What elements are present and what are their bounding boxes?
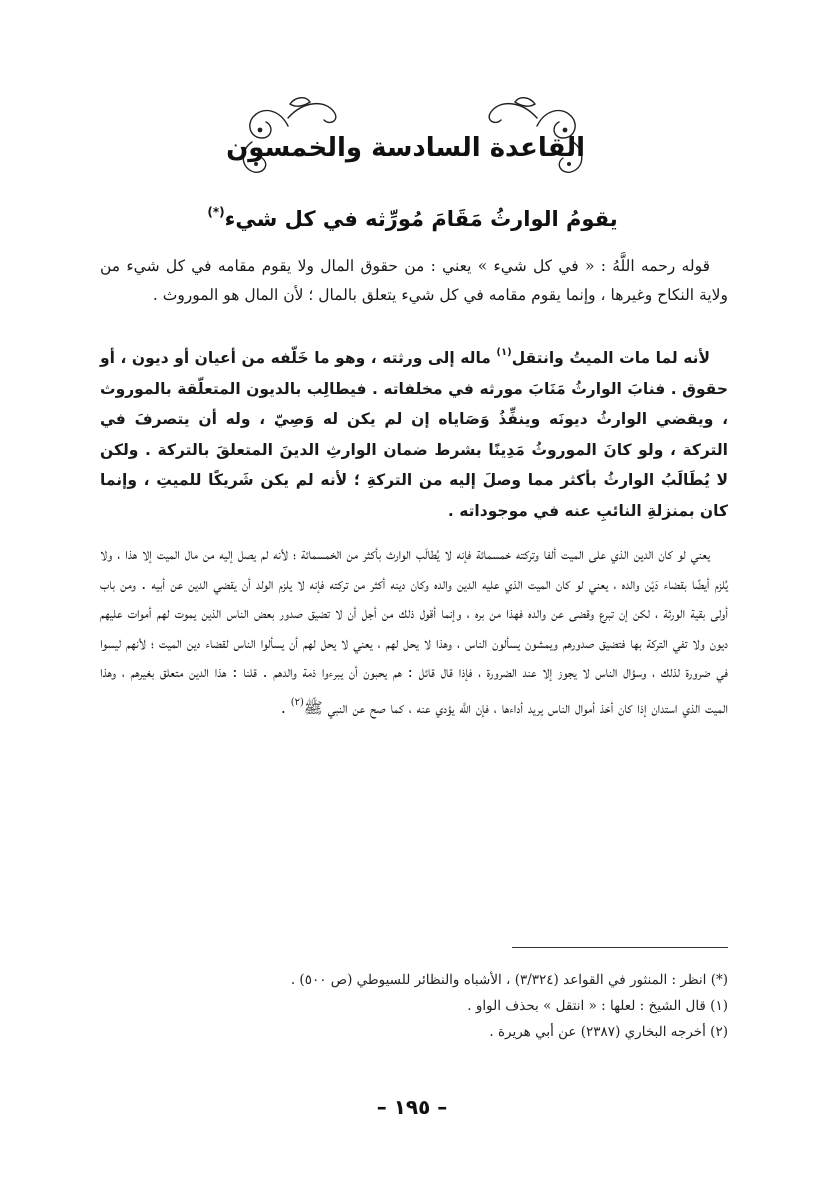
footnote-ref-2: (٢) [290,696,304,708]
footnote-2: (٢) أخرجه البخاري (٢٣٨٧) عن أبي هريرة . [489,1024,728,1040]
subtitle-text: يقومُ الوارثُ مَقَامَ مُورِّثه في كل شيء [224,207,618,231]
footnote-source: (*) انظر : المنثور في القواعد (٣/٣٢٤) ، الأشباه والنظائر للسيوطي (ص ٥٠٠) . [290,972,728,988]
subtitle-footnote-marker: (*) [207,205,225,219]
paragraph-3 [100,540,728,724]
paragraph-2-text-end: ماله إلى ورثته ، وهو ما خَلّفه من أعيان أو ديون ، أو حقوق . فنابَ الوارثُ مَنَابَ مورثه في مخلفاته . فيطالِب بالديون المتعلّقة بالموروث ، ويقضي الوارثُ ديونَه وينفِّذُ وَصَاياه إن لم يكن له وَصِيّ ، وله أن يتصرفَ في التركة ، ولو كانَ الموروثُ مَدِينًا بشرط ضمان الوارثِ الدينَ المتعلقَ بالتركة . ولكن لا يُطَالَبُ الوارثُ بأكثر مما وصلَ إليه من التركةِ ؛ لأنه لم يكن شَريكًا للميتِ ، وإنما كان بمنزلةِ النائبِ عنه في موجوداته . [100,349,728,520]
footnotes [100,967,728,1045]
paragraph-3-text-start: يعني لو كان الدين الذي على الميت ألفا وتركته خمسمائة فإنه لا يُطالَب الوارث بأكثر من الخمسمائة ؛ لأنه لم يصل إليه من مال الميت إلا هذا ، ولا يُلزم أيضًا بقضاء دَيْن والده ، يعني لو كان الميت الذي عليه الدين والده وكان دينه أكثر من تركته فإنه لا يلزم الولد أن يقضي الدين عن أبيه . ومن باب أولى بقية الورثة ، لكن إن تبرع وقضى عن والده فهذا من بره ، وإنما أقول ذلك من أجل أن لا تضيق صدور بعض الناس الذين يموت لهم أموات عليهم ديون ولا تفي التركة بها فتضيق صدورهم ويمشون يسألون الناس ، وهذا لا يحل لهم ، يعني لا يحل لهم أن يسألوا الناس لقضاء دين الميت ؛ لأنهم ليسوا في ضرورة لذلك ، وسؤال الناس لا يجوز إلا عند الضرورة ، فإذا قال قائل : هم يحبون أن يبرءوا ذمة والدهم . قلنا : هذا الدين متعلق بغيرهم ، وهذا الميت الذي استدان إذا كان أخذ أموال الناس يريد أداءها ، فإن اللَّه يؤدي عنه ، كما صح عن النبي ﷺ [100,545,728,717]
paragraph-3-text-end: . [280,698,291,717]
paragraph-1: قوله رحمه اللَّهُ : « في كل شيء » يعني : من حقوق المال ولا يقوم مقامه في كل شيء من ولاية النكاح وغيرها ، وإنما يقوم مقامه في كل شيء يتعلق بالمال ؛ لأن المال هو الموروث . [100,257,728,304]
paragraph-2 [100,338,728,526]
page-title: القاعدة السادسة والخمسون [226,133,585,163]
footnote-divider [512,947,728,948]
page-number: – ١٩٥ – [376,1095,448,1119]
footnote-ref-1: (١) [496,347,512,358]
page-subtitle [200,192,625,239]
paragraph-2-text-start: لأنه لما مات الميتُ وانتقل [511,349,710,367]
footnote-1: (١) قال الشيخ : لعلها : « انتقل » بحذف الواو . [467,998,728,1014]
